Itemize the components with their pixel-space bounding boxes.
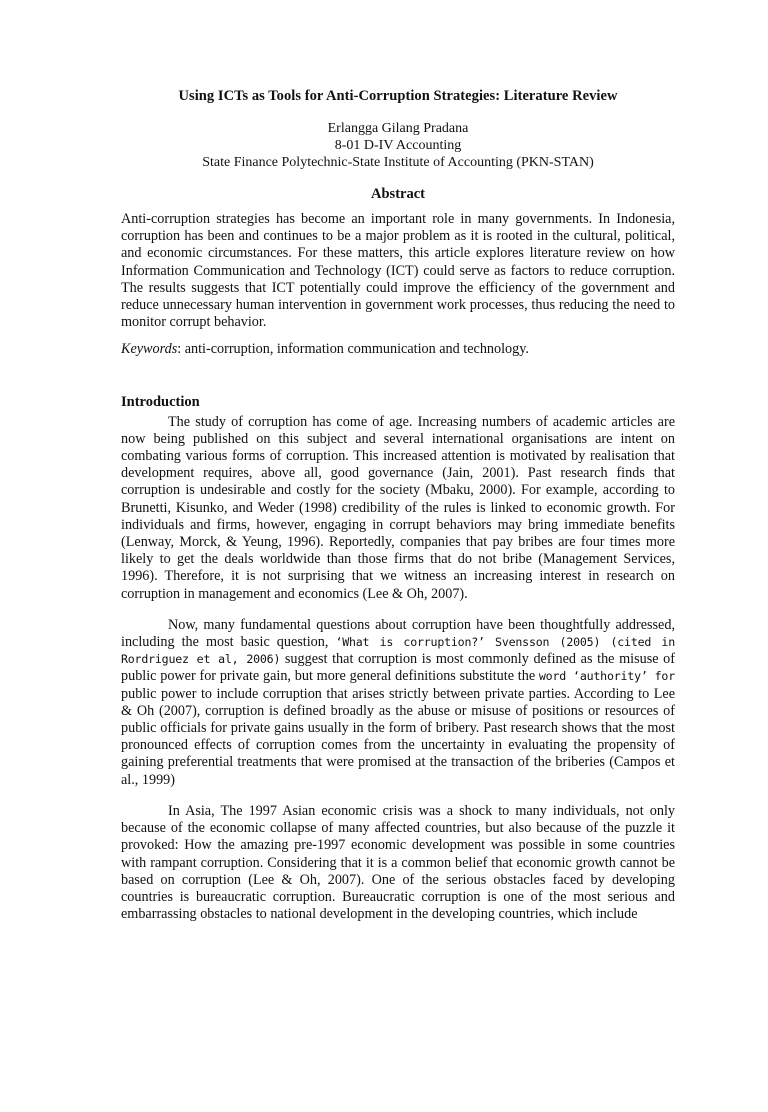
intro-p2-part-a: Now, many fundamental questions about corruption have been thoughtfully addressed, including the most basic question,: [121, 616, 675, 651]
author-name: Erlangga Gilang Pradana: [327, 121, 469, 136]
author-block: [121, 120, 675, 171]
keywords-text: : anti-corruption, information communication and technology.: [177, 341, 529, 358]
author-institution: State Finance Polytechnic-State Institute of Accounting (PKN-STAN): [202, 155, 594, 170]
intro-p2-mono-1: ‘What is corruption?’ Svensson (2005) (cited in Rordriguez et al, 2006): [121, 635, 675, 667]
intro-paragraph-3: In Asia, The 1997 Asian economic crisis was a shock to many individuals, not only because of the economic collapse of many affected countries, but also because of the puzzle it provoked: How the amazing pre-1997 economic development was possible in some countries with rampant corruption. Considering that it is a common belief that economic growth cannot be based on corruption (Lee & Oh, 2007). One of the serious obstacles faced by developing countries is bureaucratic corruption. Bureaucratic corruption is one of the most serious and embarrassing obstacles to national development in the developing countries, which include: [121, 802, 675, 923]
intro-p2-part-b: suggest that corruption is most commonly defined as the misuse of public power for private gain, but more general definitions substitute the: [121, 651, 675, 685]
introduction-heading: Introduction: [121, 393, 200, 410]
intro-p2-part-c: public power to include corruption that arises strictly between private parties. According to Lee & Oh (2007), corruption is defined broadly as the abuse or misuse of positions or resources of public officials for private gains usually in the form of bribery. Past research shows that the most pronounced effects of corruption comes from the uncertainty in evaluating the propensity of gaining preferential treatments that were promised at the transaction of the briberies (Campos et al., 1999): [121, 685, 675, 788]
abstract-text: Anti-corruption strategies has become an important role in many governments. In Indonesia, corruption has been and continues to be a major problem as it is rooted in the cultural, political, and economic circumstances. For these matters, this article explores literature review on how Information Communication and Technology (ICT) could serve as factors to reduce corruption. The results suggests that ICT potentially could improve the efficiency of the government and reduce unnecessary human intervention in government work processes, thus reducing the need to monitor corrupt behavior.: [121, 211, 675, 331]
document-page: [0, 88, 768, 1112]
author-class: 8-01 D-IV Accounting: [334, 138, 462, 153]
paper-title: Using ICTs as Tools for Anti-Corruption Strategies: Literature Review: [178, 88, 618, 104]
keywords-label: Keywords: [121, 341, 178, 358]
keywords-line: [121, 341, 675, 358]
abstract-heading: Abstract: [371, 186, 425, 202]
intro-paragraph-2: [121, 617, 675, 789]
intro-paragraph-1: The study of corruption has come of age. Increasing numbers of academic articles are now being published on this subject and several international organisations are intent on combating various forms of corruption. This increased attention is motivated by realisation that development requires, above all, good governance (Jain, 2001). Past research finds that corruption is undesirable and costly for the society (Mbaku, 2000). For example, according to Brunetti, Kisunko, and Weder (1998) credibility of the rules is linked to economic growth. For individuals and firms, however, engaging in corrupt behaviors may bring immediate benefits (Lenway, Morck, & Yeung, 1996). Reportedly, companies that pay bribes are four times more likely to get the deals worldwide than those firms that do not bribe (Management Services, 1996). Therefore, it is not surprising that we witness an increasing interest in research on corruption in management and economics (Lee & Oh, 2007).: [121, 413, 675, 602]
intro-p2-mono-2: word ‘authority’ for: [538, 669, 675, 684]
